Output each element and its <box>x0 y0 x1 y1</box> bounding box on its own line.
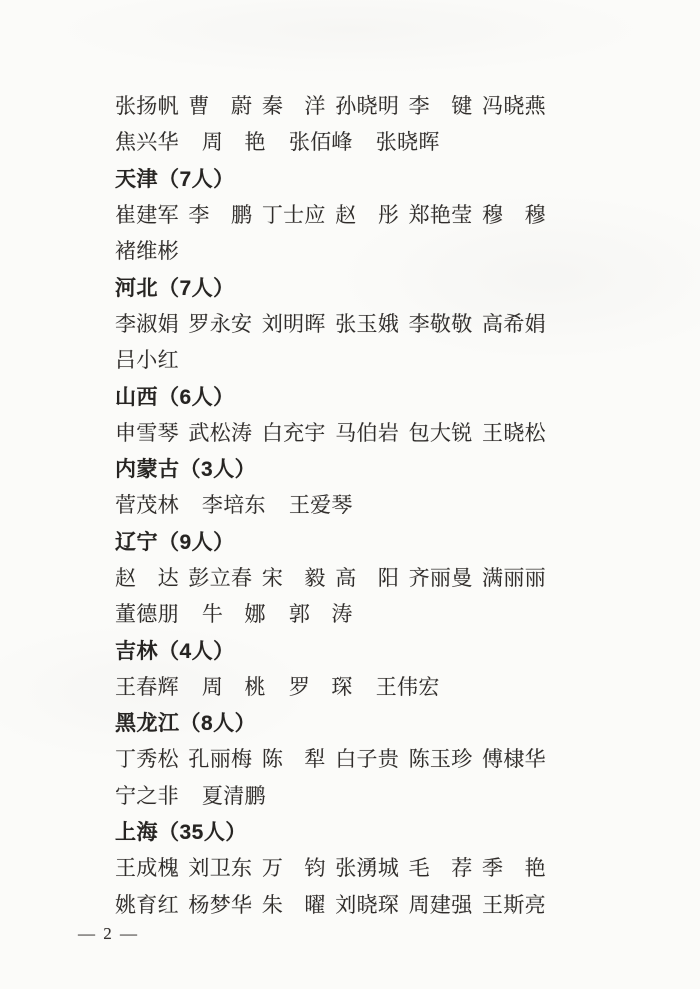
person-name: 王成槐 <box>115 856 179 881</box>
person-name: 崔建军 <box>115 203 179 228</box>
person-name: 李淑娟 <box>115 311 179 336</box>
person-name: 张晓晖 <box>375 130 440 155</box>
person-name: 郑艳莹 <box>408 203 473 228</box>
person-name: 丁秀松 <box>115 747 179 772</box>
person-name: 包大锐 <box>408 420 473 445</box>
person-name: 周建强 <box>408 892 473 917</box>
person-name: 季 艳 <box>482 856 546 881</box>
person-name: 李培东 <box>201 493 266 518</box>
person-name: 吕小红 <box>115 348 179 373</box>
person-name: 孔丽梅 <box>188 747 253 772</box>
names-line <box>115 123 546 159</box>
person-name: 丁士应 <box>261 203 326 228</box>
person-name: 曹 蔚 <box>188 94 253 119</box>
person-name: 王春辉 <box>115 674 179 699</box>
name-list <box>115 87 546 922</box>
person-name: 白充宇 <box>261 420 326 445</box>
person-name: 马伯岩 <box>335 420 400 445</box>
province-heading: 吉林（4人） <box>115 639 235 663</box>
person-name: 满丽丽 <box>482 566 546 590</box>
names-line <box>115 305 546 341</box>
person-name: 李敬敬 <box>408 311 473 336</box>
names-line <box>115 87 546 123</box>
person-name: 刘明晖 <box>261 311 326 336</box>
person-name: 陈 犁 <box>261 747 326 772</box>
person-name: 穆 穆 <box>482 203 546 228</box>
person-name: 孙晓明 <box>335 94 400 119</box>
person-name: 陈玉珍 <box>408 747 473 772</box>
person-name: 王伟宏 <box>375 674 440 699</box>
names-line <box>115 559 546 595</box>
province-heading: 上海（35人） <box>115 821 247 845</box>
person-name: 杨梦华 <box>188 892 253 917</box>
person-name: 姚育红 <box>115 892 179 917</box>
person-name: 赵 彤 <box>335 203 400 228</box>
person-name: 王晓松 <box>482 420 546 445</box>
person-name: 李 鹏 <box>188 203 253 228</box>
person-name: 宋 毅 <box>261 566 326 590</box>
person-name: 高 阳 <box>335 566 400 590</box>
person-name: 赵 达 <box>115 566 179 590</box>
person-name: 王爱琴 <box>288 493 353 518</box>
person-name: 申雪琴 <box>115 420 179 445</box>
names-line <box>115 849 546 885</box>
province-heading: 辽宁（9人） <box>115 530 235 554</box>
person-name: 褚维彬 <box>115 239 179 264</box>
person-name: 董德朋 <box>115 602 179 627</box>
names-line <box>115 886 546 922</box>
person-name: 夏清鹏 <box>201 783 266 808</box>
names-line <box>115 414 546 450</box>
person-name: 菅茂林 <box>115 493 179 518</box>
names-line <box>115 740 546 776</box>
person-name: 万 钧 <box>261 856 326 881</box>
province-heading: 山西（6人） <box>115 385 235 409</box>
person-name: 罗永安 <box>188 311 253 336</box>
person-name: 罗 琛 <box>288 674 353 699</box>
person-name: 周 艳 <box>201 130 266 155</box>
province-heading: 河北（7人） <box>115 276 235 300</box>
person-name: 毛 荐 <box>408 856 473 881</box>
province-heading: 黑龙江（8人） <box>115 712 257 736</box>
names-line <box>115 777 546 813</box>
person-name: 张玉娥 <box>335 311 400 336</box>
province-heading: 内蒙古（3人） <box>115 458 257 482</box>
person-name: 高希娟 <box>482 311 546 336</box>
person-name: 傅棣华 <box>482 747 546 772</box>
person-name: 齐丽曼 <box>408 566 473 590</box>
person-name: 周 桃 <box>201 674 266 699</box>
person-name: 李 键 <box>408 94 473 119</box>
person-name: 彭立春 <box>188 566 253 590</box>
names-line <box>115 595 546 631</box>
names-line <box>115 232 546 268</box>
person-name: 白子贵 <box>335 747 400 772</box>
person-name: 郭 涛 <box>288 602 353 627</box>
province-heading: 天津（7人） <box>115 167 235 191</box>
person-name: 张湧城 <box>335 856 400 881</box>
names-line <box>115 668 546 704</box>
names-line <box>115 196 546 232</box>
person-name: 朱 曜 <box>261 892 326 917</box>
person-name: 秦 洋 <box>261 94 326 119</box>
person-name: 刘晓琛 <box>335 892 400 917</box>
page-number: — 2 — <box>78 924 139 943</box>
person-name: 武松涛 <box>188 420 253 445</box>
names-line <box>115 486 546 522</box>
person-name: 焦兴华 <box>115 130 179 155</box>
person-name: 宁之非 <box>115 783 179 808</box>
person-name: 王斯亮 <box>482 892 546 917</box>
person-name: 刘卫东 <box>188 856 253 881</box>
names-line <box>115 341 546 377</box>
person-name: 牛 娜 <box>201 602 266 627</box>
person-name: 冯晓燕 <box>482 94 546 119</box>
person-name: 张扬帆 <box>115 94 179 119</box>
person-name: 张佰峰 <box>288 130 353 155</box>
